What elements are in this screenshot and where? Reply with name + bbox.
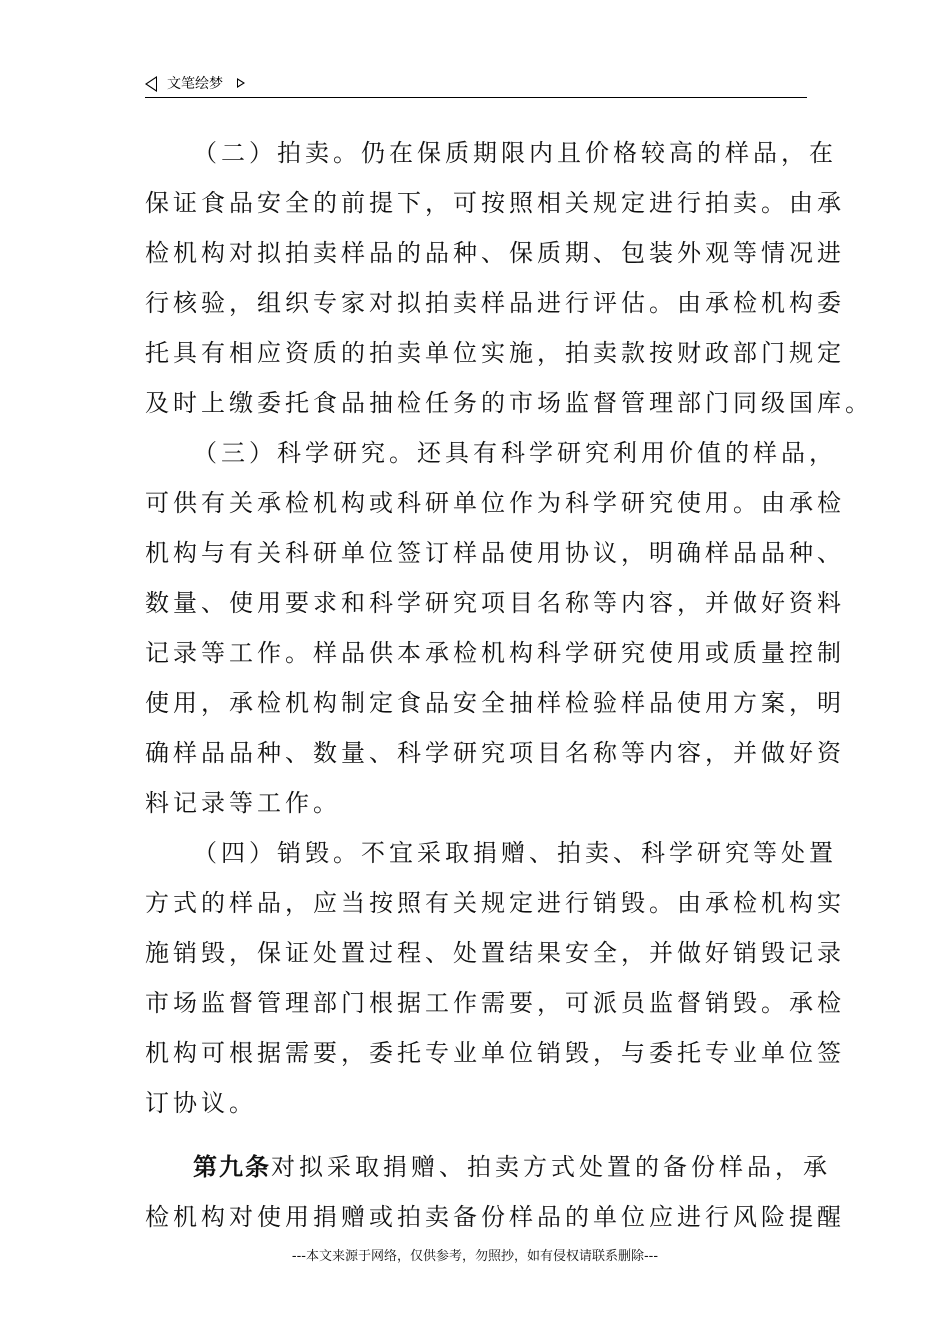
header-divider bbox=[145, 97, 807, 98]
text-line: 方式的样品，应当按照有关规定进行销毁。由承检机构实 bbox=[145, 889, 845, 917]
text-line: 检机构对拟拍卖样品的品种、保质期、包装外观等情况进 bbox=[145, 239, 845, 267]
text-line: 使用，承检机构制定食品安全抽样检验样品使用方案，明 bbox=[145, 689, 845, 717]
text-line: 机构可根据需要，委托专业单位销毁，与委托专业单位签 bbox=[145, 1039, 845, 1067]
text-line: 数量、使用要求和科学研究项目名称等内容，并做好资料 bbox=[145, 589, 845, 617]
text-line bbox=[145, 1142, 831, 1192]
text-line: 料记录等工作。 bbox=[145, 789, 341, 817]
text-line: 市场监督管理部门根据工作需要，可派员监督销毁。承检 bbox=[145, 989, 845, 1017]
text-line: 订协议。 bbox=[145, 1089, 257, 1117]
text-line: 检机构对使用捐赠或拍卖备份样品的单位应进行风险提醒 bbox=[145, 1203, 845, 1231]
text-line: 及时上缴委托食品抽检任务的市场监督管理部门同级国库。 bbox=[145, 389, 873, 417]
paragraph-destruction bbox=[145, 828, 845, 1128]
text-line: 机构与有关科研单位签订样品使用协议，明确样品品种、 bbox=[145, 539, 845, 567]
article-text: 对拟采取捐赠、拍卖方式处置的备份样品，承 bbox=[271, 1153, 831, 1181]
left-triangle-icon bbox=[145, 76, 157, 92]
text-line: （二）拍卖。仍在保质期限内且价格较高的样品，在 bbox=[193, 139, 837, 167]
text-line: 可供有关承检机构或科研单位作为科学研究使用。由承检 bbox=[145, 489, 845, 517]
text-line: 托具有相应资质的拍卖单位实施，拍卖款按财政部门规定 bbox=[145, 339, 845, 367]
page-header bbox=[145, 74, 807, 98]
right-triangle-icon bbox=[237, 78, 245, 88]
text-line: （四）销毁。不宜采取捐赠、拍卖、科学研究等处置 bbox=[193, 839, 837, 867]
text-line: 保证食品安全的前提下，可按照相关规定进行拍卖。由承 bbox=[145, 189, 845, 217]
article-label: 第九条 bbox=[193, 1153, 271, 1181]
paragraph-research bbox=[145, 428, 845, 828]
document-body bbox=[145, 128, 873, 1242]
paragraph-article-nine bbox=[145, 1142, 845, 1242]
text-line: （三）科学研究。还具有科学研究利用价值的样品， bbox=[193, 439, 837, 467]
paragraph-auction bbox=[145, 128, 873, 428]
header-brand: 文笔绘梦 bbox=[167, 76, 223, 92]
text-line: 确样品品种、数量、科学研究项目名称等内容，并做好资 bbox=[145, 739, 845, 767]
text-line: 行核验，组织专家对拟拍卖样品进行评估。由承检机构委 bbox=[145, 289, 845, 317]
text-line: 施销毁，保证处置过程、处置结果安全，并做好销毁记录 bbox=[145, 939, 845, 967]
page-footer-disclaimer: ---本文来源于网络，仅供参考，勿照抄，如有侵权请联系删除--- bbox=[291, 1249, 659, 1264]
text-line: 记录等工作。样品供本承检机构科学研究使用或质量控制 bbox=[145, 639, 845, 667]
